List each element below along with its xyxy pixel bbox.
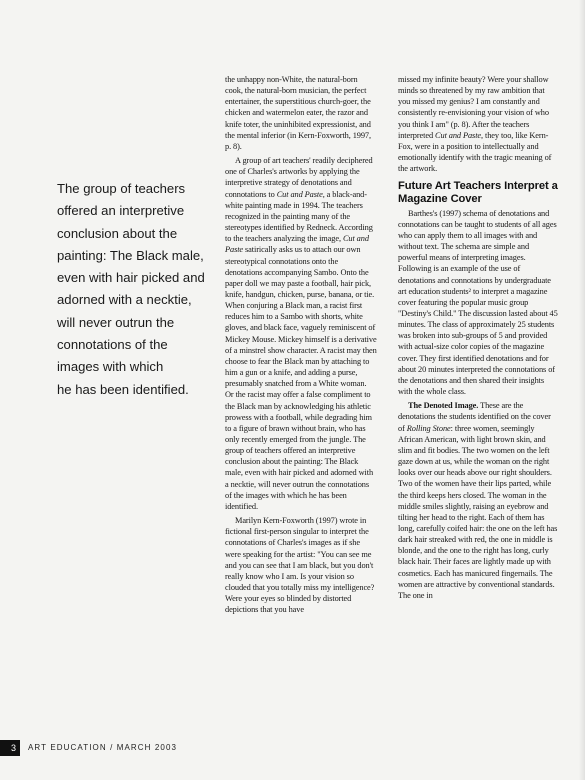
- pull-quote-line: The group of teachers: [57, 181, 186, 196]
- pull-quote-line: conclusion about the: [57, 225, 178, 241]
- body-paragraph: Barthes's (1997) schema of denotations and connotations can be taught to students of all ages who can apply them to all images with and without text. The schema are simple and powerful means of interpreting images. Following is an example of the use of denotations and connotations by undergraduate art education students² to interpret a magazine cover featuring the popular music group "Destiny's Child." The discussion lasted about 45 minutes. The class of approximately 25 students was broken into sub-groups of 5 and provided with actual-size color copies of the magazine cover. They first identified denotations and for about 20 minutes interpreted the connotations of the denotations and then shared their insights with the whole class.: [398, 208, 558, 397]
- page-number: 3: [0, 740, 20, 756]
- running-title: ART EDUCATION / MARCH 2003: [28, 743, 178, 752]
- run-in-heading: The Denoted Image.: [408, 401, 479, 411]
- pull-quote-line: he has been identified.: [57, 381, 189, 397]
- page-edge-shadow: [579, 0, 585, 780]
- artwork-title: Cut and Paste: [435, 130, 482, 140]
- artwork-title: Cut and Paste: [276, 189, 323, 199]
- section-heading: Future Art Teachers Interpret a Magazine Cover: [398, 180, 558, 205]
- pull-quote: [57, 178, 207, 401]
- middle-column: [225, 74, 377, 616]
- body-paragraph: the unhappy non-White, the natural-born cook, the natural-born musician, the perfect entertainer, the superstitious church-goer, the chicken and watermelon eater, the razor and knife toter, the uninhibited expressionist, and the mental inferior (in Kern-Foxworth, 1997, p. 8).: [225, 75, 371, 151]
- body-paragraph: A group of art teachers' readily deciphered one of Charles's artworks by applying the interpretive strategy of denotations and connotations to Cut and Paste, a black-and-white painting made in 1994. The teachers recognized in the painting many of the stereotypes identified by Redneck. According to the teachers analyzing the image, Cut and Paste satirically asks us to attach our own stereotypical connotations onto the denotations accompanying Sambo. Onto the paper doll we may paste a football, hair pick, knife, handgun, chicken, purse, banana, or tie. When conjuring a Black man, a racist first reduces him to a Sambo with shorts, white gloves, and black face, vaguely reminiscent of Mickey Mouse. Mickey himself is a derivative of a minstrel show character. A racist may then choose to fear the Black man by attaching to him a gun or a knife, and adding a purse, presumably snatched from a White woman. Or the racist may offer a false compliment to the Black man by acknowledging his athletic prowess with a football, while degrading him to a figure of brawn without brain, who has only recently emerged from the jungle. The group of teachers offered an interpretive conclusion about the painting: The Black male, even with hair picked and adorned with a necktie, will never outrun the connotations of the images with which he has been identified.: [225, 156, 377, 511]
- pull-quote-line: images with which: [57, 359, 164, 375]
- magazine-title: Rolling Stone: [406, 423, 451, 433]
- pull-quote-line: even with hair picked and: [57, 270, 205, 286]
- pull-quote-line: painting: The Black male,: [57, 247, 204, 263]
- pull-quote-line: will never outrun the: [57, 314, 175, 330]
- page-footer: [0, 740, 585, 756]
- body-paragraph: The Denoted Image. These are the denotations the students identified on the cover of Rolling Stone: three women, seemingly African American, with light brown skin, and slim and fit bodies. The two women on the left gaze down at us, while the woman on the right looks over our heads above our right shoulders. Two of the women have their lips parted, while the third keeps hers closed. The woman in the middle smiles slightly, raising an eyebrow and tilting her head to the right. Each of them has long, carefully coifed hair: the one on the left has dark hair streaked with red, the one in middle is blonde, and the one to the right has long, curly black hair. Their faces are lightly made up with cosmetics. Each has manicured fingernails. The women are attractive by conventional standards. The one in: [398, 401, 558, 600]
- pull-quote-line: adorned with a necktie,: [57, 292, 192, 308]
- body-paragraph: missed my infinite beauty? Were your shallow minds so threatened by my raw ambition that you missed my genius? I am constantly and consistently re-envisioning your vision of who you think I am" (p. 8). After the teachers interpreted Cut and Paste, they too, like Kern-Fox, were in a position to intellectually and emotionally identify with the tragic meaning of the artwork.: [398, 75, 552, 174]
- body-paragraph: Marilyn Kern-Foxworth (1997) wrote in fictional first-person singular to interpret the connotations of Charles's images as if she were speaking for the artist: "You can see me and you can see that I am black, but you don't really know who I am. Is your vision so clouded that you totally miss my intelligence? Were your eyes so blinded by distorted depictions that you have: [225, 516, 375, 615]
- right-column: [398, 74, 558, 601]
- artwork-title: Cut and Paste: [225, 234, 369, 255]
- pull-quote-line: connotations of the: [57, 337, 168, 353]
- pull-quote-line: offered an interpretive: [57, 203, 185, 219]
